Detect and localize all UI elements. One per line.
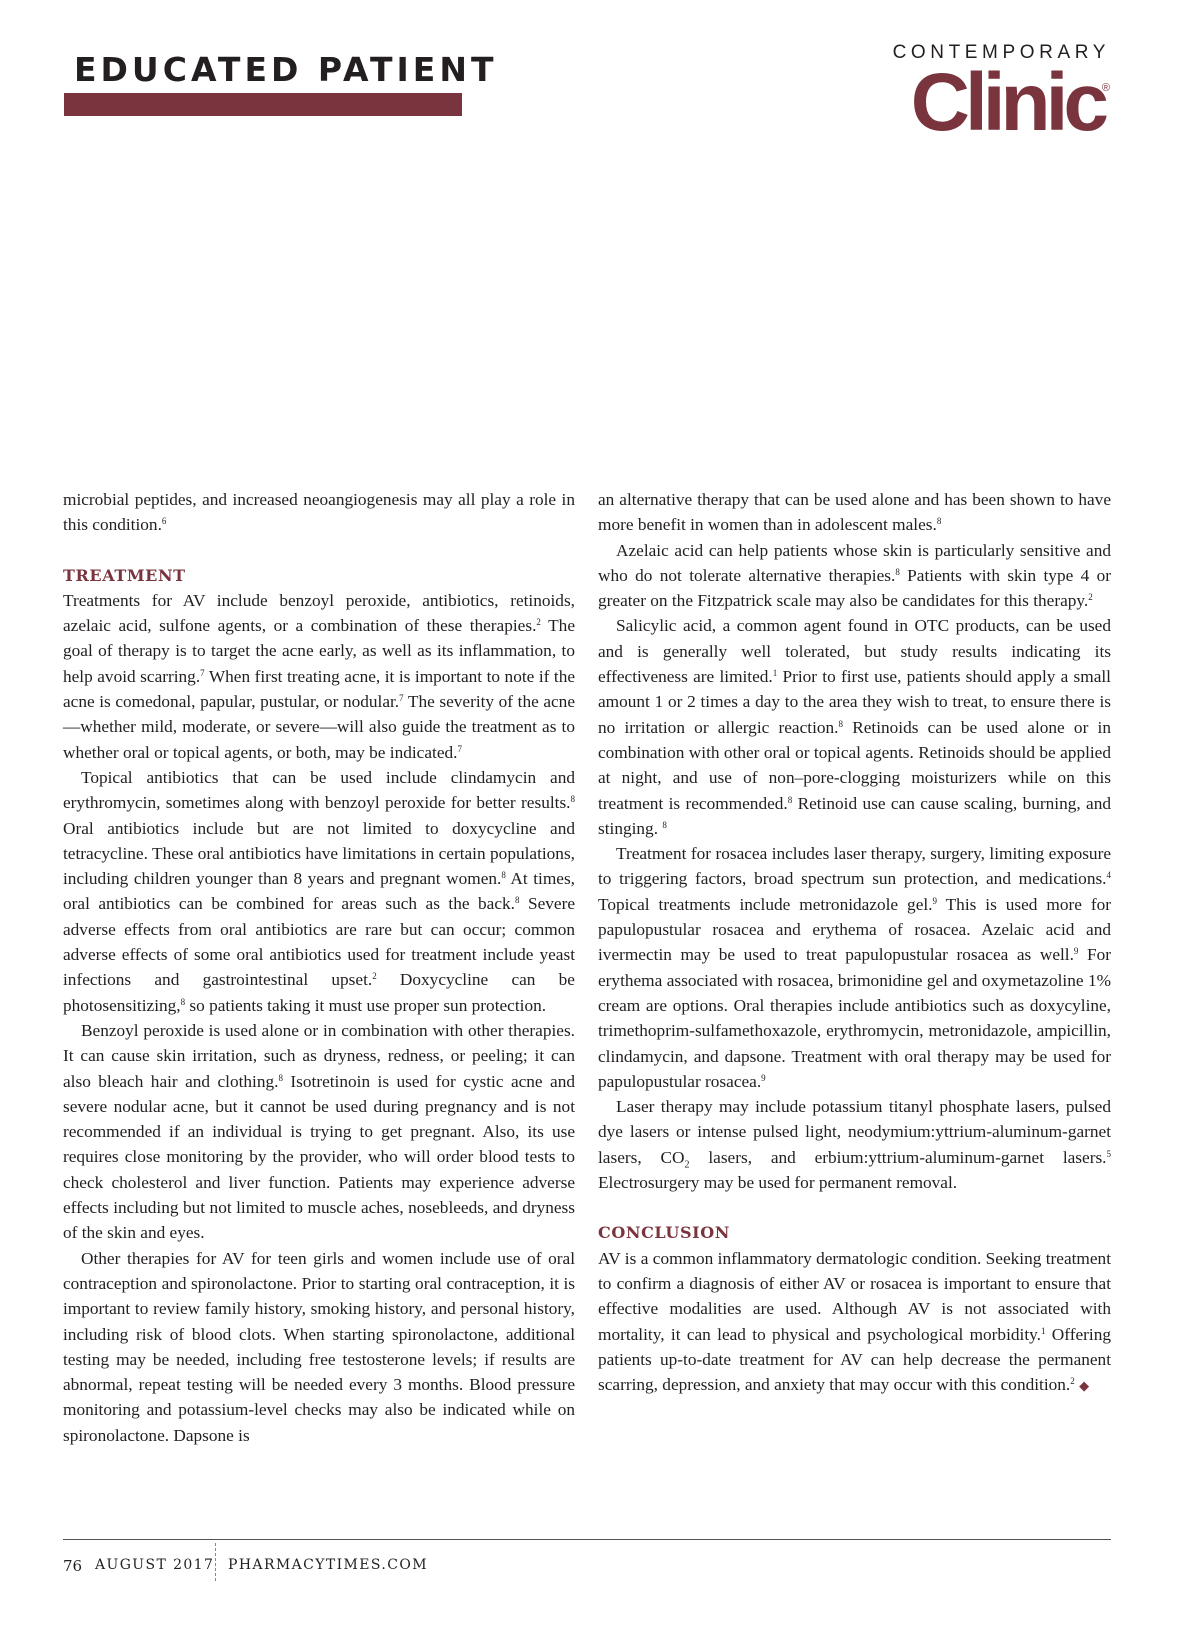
- footer-rule: [63, 1539, 1111, 1540]
- paragraph: microbial peptides, and increased neoangiogenesis may all play a role in this condition.$^6$: [63, 490, 575, 535]
- paragraph: Benzoyl peroxide is used alone or in combination with other therapies. It can cause skin irritation, such as dryness, redness, or peeling; it can also bleach hair and clothing.$^8$ Isotretinoin is used for cystic acne and severe nodular acne, but it cannot be used during pregnancy and is not recommended if an individual is trying to get pregnant. Also, its use requires close monitoring by the provider, who will order blood tests to check cholesterol and liver function. Patients may experience adverse effects including but not limited to muscle aches, nosebleeds, and dryness of the skin and eyes.: [63, 1020, 575, 1243]
- logo-top-text: CONTEMPORARY: [892, 42, 1110, 63]
- paragraph: Other therapies for AV for teen girls and women include use of oral contraception and spironolactone. Prior to starting oral contraception, it is important to review family history, smoking history, and personal history, including risk of blood clots. When starting spironolactone, additional testing may be needed, including free testosterone levels; if results are abnormal, repeat testing will be needed every 3 months. Blood pressure monitoring and potassium-level checks may also be indicated while on spironolactone. Dapsone is: [63, 1248, 575, 1445]
- logo-wordmark: Clinic: [910, 57, 1104, 148]
- end-mark-icon: ◆: [1079, 1378, 1090, 1394]
- heading-conclusion: CONCLUSION: [598, 1223, 730, 1243]
- site-url: PHARMACYTIMES.COM: [228, 1557, 428, 1573]
- paragraph: Topical antibiotics that can be used include clindamycin and erythromycin, sometimes along with benzoyl peroxide for better results.$^8$ Oral antibiotics include but are not limited to doxycycline and tetracycline. These oral antibiotics have limitations in certain populations, including children younger than 8 years and pregnant women.$^8$ At times, oral antibiotics can be combined for areas such as the back.$^8$ Severe adverse effects from oral antibiotics are rare but can occur; common adverse effects of some oral antibiotics used for treatment include yeast infections and gastrointestinal upset.$^2$ Doxycycline can be photosensitizing,$^8$ so patients taking it must use proper sun protection.: [63, 767, 576, 1015]
- logo-registered-mark: ®: [1101, 82, 1110, 94]
- section-bar: [64, 93, 462, 116]
- paragraph: Treatments for AV include benzoyl peroxide, antibiotics, retinoids, azelaic acid, sulfone agents, or a combination of these therapies.$^2$ The goal of therapy is to target the acne early, as well as its inflammation, to help avoid scarring.$^7$ When first treating acne, it is important to note if the acne is comedonal, papular, pustular, or nodular.$^7$ The severity of the acne—whether mild, moderate, or severe—will also guide the treatment as to whether oral or topical agents, or both, may be indicated.$^7$: [63, 590, 576, 762]
- publication-logo: [892, 42, 1110, 152]
- paragraph: an alternative therapy that can be used alone and has been shown to have more benefit in women than in adolescent males.$^8$: [598, 490, 1111, 535]
- article-column-left: [63, 487, 575, 1448]
- paragraph: AV is a common inflammatory dermatologic condition. Seeking treatment to confirm a diagnosis of either AV or rosacea is important to ensure that effective modalities are used. Although AV is not associated with mortality, it can lead to physical and psychological morbidity.$^1$ Offering patients up-to-date treatment for AV can help decrease the permanent scarring, depression, and anxiety that may occur with this condition.$^2$ ◆: [598, 1248, 1111, 1395]
- paragraph: Azelaic acid can help patients whose skin is particularly sensitive and who do not tolerate alternative therapies.$^8$ Patients with skin type 4 or greater on the Fitzpatrick scale may also be candidates for this therapy.$^2$: [598, 540, 1111, 611]
- paragraph: Salicylic acid, a common agent found in OTC products, can be used and is generally well tolerated, but study results indicating its effectiveness are limited.$^1$ Prior to first use, patients should apply a small amount 1 or 2 times a day to the area they wish to treat, to ensure there is no irritation or allergic reaction.$^8$ Retinoids can be used alone or in combination with other oral or topical agents. Retinoids should be applied at night, and use of non–pore-clogging moisturizers while on this treatment is recommended.$^8$ Retinoid use can cause scaling, burning, and stinging. $^8$: [598, 616, 1111, 838]
- paragraph: Treatment for rosacea includes laser therapy, surgery, limiting exposure to triggering factors, broad spectrum sun protection, and medications.$^4$ Topical treatments include metronidazole gel.$^9$ This is used more for papulopustular rosacea and erythema of rosacea. Azelaic acid and ivermectin may be used to treat papulopustular rosacea as well.$^9$ For erythema associated with rosacea, brimonidine gel and oxymetazoline 1% cream are options. Oral therapies include antibiotics such as doxycyline, trimethoprim-sulfamethoxazole, erythromycin, metronidazole, ampicillin, clindamycin, and dapsone. Treatment with oral therapy may be used for papulopustular rosacea.$^9$: [598, 844, 1112, 1091]
- article-column-right: [598, 487, 1111, 1398]
- paragraph: Laser therapy may include potassium titanyl phosphate lasers, pulsed dye lasers or intense pulsed light, neodymium:yttrium-aluminum-garnet lasers, $CO_2$ lasers, and erbium:yttrium-aluminum-garnet lasers.$^5$ Electrosurgery may be used for permanent removal.: [598, 1097, 1112, 1193]
- page-number: 76: [63, 1557, 83, 1575]
- heading-treatment: TREATMENT: [63, 565, 186, 585]
- footer-divider: [215, 1543, 216, 1581]
- issue-date: AUGUST 2017: [95, 1557, 215, 1573]
- section-label: EDUCATED PATIENT: [74, 50, 498, 89]
